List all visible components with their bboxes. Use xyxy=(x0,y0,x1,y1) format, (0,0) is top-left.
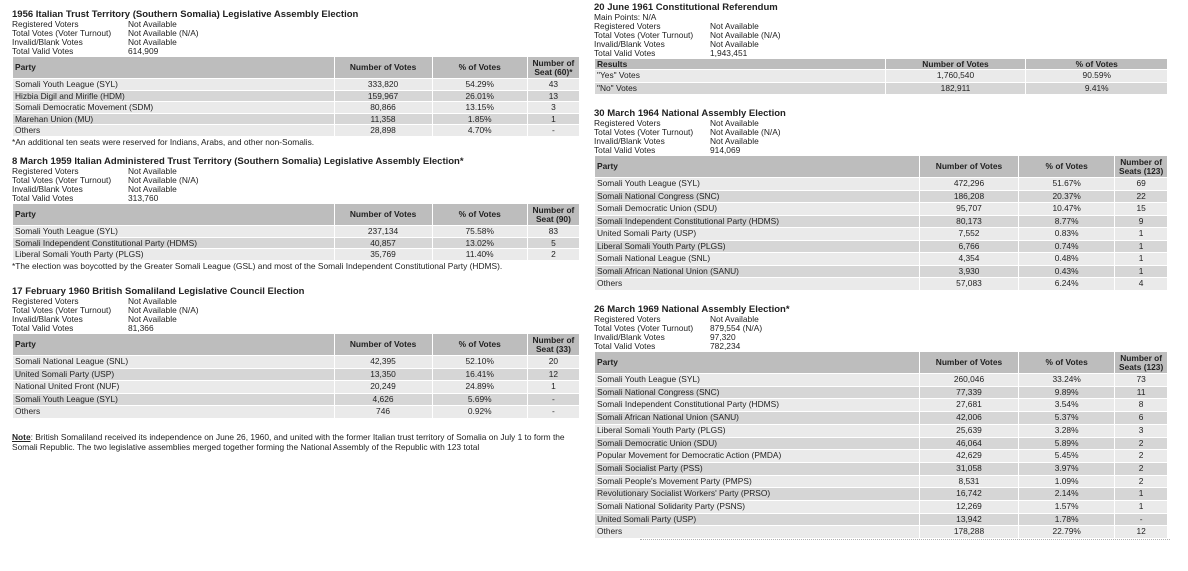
table-cell: 159,967 xyxy=(334,90,432,102)
column-header: Number of Votes xyxy=(919,156,1018,178)
table-cell: Others xyxy=(595,278,920,291)
note-label: Note xyxy=(12,432,31,442)
column-header: % of Votes xyxy=(1019,352,1115,374)
table-cell: 1.85% xyxy=(432,113,527,125)
table-row xyxy=(595,82,1168,95)
results-table xyxy=(12,203,580,261)
table-cell: Somali Independent Constitutional Party (HDMS) xyxy=(595,215,920,228)
table-row xyxy=(13,237,580,249)
table-cell: 4 xyxy=(1115,278,1168,291)
table-cell: 42,629 xyxy=(919,450,1018,463)
table-cell: 27,681 xyxy=(919,399,1018,412)
table-cell: 25,639 xyxy=(919,424,1018,437)
results-table xyxy=(594,155,1168,291)
table-row xyxy=(595,412,1168,425)
table-cell: 182,911 xyxy=(885,82,1026,95)
table-row xyxy=(13,356,580,369)
table-cell: 8 xyxy=(1115,399,1168,412)
table-row xyxy=(13,249,580,261)
table-cell: National United Front (NUF) xyxy=(13,381,335,394)
table-cell: Somali People's Movement Party (PMPS) xyxy=(595,475,920,488)
election-1964 xyxy=(594,108,1168,291)
table-cell: Popular Movement for Democratic Action (PMDA) xyxy=(595,450,920,463)
table-cell: 1 xyxy=(527,113,579,125)
table-cell: 0.74% xyxy=(1019,240,1115,253)
table-cell: 3 xyxy=(1115,424,1168,437)
table-cell: Somali National Solidarity Party (PSNS) xyxy=(595,501,920,514)
election-title: 20 June 1961 Constitutional Referendum xyxy=(594,2,778,13)
table-row xyxy=(595,374,1168,387)
table-cell: Liberal Somali Youth Party (PLGS) xyxy=(595,240,920,253)
table-row xyxy=(595,70,1168,83)
voter-info: Main Points: N/A Registered Voters Not Available Total Votes (Voter Turnout) Not Available (N/A) Invalid/Blank Votes Not Available Total Valid Votes 1,943,451 xyxy=(594,13,1168,58)
table-cell: 35,769 xyxy=(334,249,432,261)
table-row xyxy=(595,386,1168,399)
column-header: % of Votes xyxy=(1026,59,1168,70)
column-header: % of Votes xyxy=(432,334,527,356)
table-cell: 11.40% xyxy=(432,249,527,261)
table-cell: 1.57% xyxy=(1019,501,1115,514)
table-cell: 4,626 xyxy=(334,393,432,406)
table-cell: 6.24% xyxy=(1019,278,1115,291)
table-cell: 2 xyxy=(1115,437,1168,450)
table-cell: 1 xyxy=(1115,253,1168,266)
voter-info: Registered Voters Not Available Total Votes (Voter Turnout) Not Available (N/A) Invalid/Blank Votes Not Available Total Valid Votes 313,760 xyxy=(12,166,199,203)
table-row xyxy=(595,488,1168,501)
table-cell: 1.78% xyxy=(1019,513,1115,526)
table-cell: 0.92% xyxy=(432,406,527,419)
table-cell: 83 xyxy=(527,226,579,238)
table-row xyxy=(13,393,580,406)
column-header: Number of Seats (123) xyxy=(1115,352,1168,374)
table-cell: Others xyxy=(13,125,335,137)
table-cell: 1 xyxy=(1115,488,1168,501)
table-row xyxy=(595,424,1168,437)
table-cell: 6 xyxy=(1115,412,1168,425)
table-cell: 1 xyxy=(1115,265,1168,278)
table-cell: Marehan Union (MU) xyxy=(13,113,335,125)
table-cell: 28,898 xyxy=(334,125,432,137)
table-row xyxy=(595,526,1168,539)
table-cell: 80,866 xyxy=(334,102,432,114)
table-row xyxy=(595,215,1168,228)
table-cell: 9 xyxy=(1115,215,1168,228)
election-title: 26 March 1969 National Assembly Election* xyxy=(594,304,790,315)
column-header: Number of Seat (90) xyxy=(527,204,579,226)
table-cell: 20,249 xyxy=(334,381,432,394)
column-header: Number of Seat (60)* xyxy=(527,57,579,79)
results-table xyxy=(12,56,580,137)
table-cell: Liberal Somali Youth Party (PLGS) xyxy=(595,424,920,437)
table-cell: - xyxy=(527,125,579,137)
table-cell: 2 xyxy=(527,249,579,261)
table-cell: Others xyxy=(595,526,920,539)
table-cell: 11 xyxy=(1115,386,1168,399)
table-cell: 8.77% xyxy=(1019,215,1115,228)
table-cell: 10.47% xyxy=(1019,203,1115,216)
table-row xyxy=(13,79,580,91)
table-cell: 80,173 xyxy=(919,215,1018,228)
table-cell: 4,354 xyxy=(919,253,1018,266)
table-cell: 1.09% xyxy=(1019,475,1115,488)
table-cell: 2.14% xyxy=(1019,488,1115,501)
table-cell: 13,942 xyxy=(919,513,1018,526)
table-row xyxy=(595,450,1168,463)
table-cell: Liberal Somali Youth Party (PLGS) xyxy=(13,249,335,261)
table-cell: Somali Youth League (SYL) xyxy=(595,374,920,387)
table-cell: 24.89% xyxy=(432,381,527,394)
table-cell: 3.54% xyxy=(1019,399,1115,412)
table-cell: 5.69% xyxy=(432,393,527,406)
table-cell: 43 xyxy=(527,79,579,91)
table-cell: Somali Youth League (SYL) xyxy=(595,178,920,191)
table-row xyxy=(595,240,1168,253)
table-cell: 46,064 xyxy=(919,437,1018,450)
table-cell: 16.41% xyxy=(432,368,527,381)
table-cell: 13 xyxy=(527,90,579,102)
table-row xyxy=(13,368,580,381)
table-cell: 42,006 xyxy=(919,412,1018,425)
table-row xyxy=(595,203,1168,216)
referendum-1961 xyxy=(594,2,1168,95)
table-cell: 178,288 xyxy=(919,526,1018,539)
table-cell: 51.67% xyxy=(1019,178,1115,191)
table-cell: 472,296 xyxy=(919,178,1018,191)
table-cell: 12,269 xyxy=(919,501,1018,514)
column-header: % of Votes xyxy=(432,57,527,79)
note-text: : British Somaliland received its independence on June 26, 1960, and united with the former Italian trust territory of Somalia on July 1 to form the Somali Republic. The two legislative assemblies merged together forming the National Assembly of the Republic with 123 total xyxy=(12,432,565,452)
table-cell: Somali Socialist Party (PSS) xyxy=(595,462,920,475)
table-cell: 77,339 xyxy=(919,386,1018,399)
column-header: Results xyxy=(595,59,886,70)
table-cell: 13,350 xyxy=(334,368,432,381)
table-cell: 9.41% xyxy=(1026,82,1168,95)
table-cell: 54.29% xyxy=(432,79,527,91)
table-cell: Somali Youth League (SYL) xyxy=(13,79,335,91)
table-row xyxy=(13,113,580,125)
column-header: Party xyxy=(13,57,335,79)
table-cell: 69 xyxy=(1115,178,1168,191)
election-1960 xyxy=(12,286,580,419)
table-cell: Somali African National Union (SANU) xyxy=(595,265,920,278)
election-1959 xyxy=(12,156,580,271)
column-header: Party xyxy=(595,156,920,178)
table-row xyxy=(595,475,1168,488)
table-cell: United Somali Party (USP) xyxy=(13,368,335,381)
column-header: Party xyxy=(13,334,335,356)
divider xyxy=(640,539,1170,544)
table-row xyxy=(595,513,1168,526)
table-cell: 3.97% xyxy=(1019,462,1115,475)
table-cell: United Somali Party (USP) xyxy=(595,513,920,526)
table-row xyxy=(595,501,1168,514)
table-row xyxy=(595,253,1168,266)
table-row xyxy=(595,228,1168,241)
table-cell: 31,058 xyxy=(919,462,1018,475)
column-header: Number of Votes xyxy=(885,59,1026,70)
table-cell: 11,358 xyxy=(334,113,432,125)
election-1969 xyxy=(594,304,1168,539)
table-row xyxy=(13,90,580,102)
table-cell: Somali Independent Constitutional Party (HDMS) xyxy=(13,237,335,249)
table-cell: 746 xyxy=(334,406,432,419)
table-cell: Somali Democratic Movement (SDM) xyxy=(13,102,335,114)
table-cell: 22.79% xyxy=(1019,526,1115,539)
table-cell: 40,857 xyxy=(334,237,432,249)
table-cell: United Somali Party (USP) xyxy=(595,228,920,241)
table-cell: Somali National League (SNL) xyxy=(595,253,920,266)
results-table xyxy=(594,351,1168,539)
table-cell: 12 xyxy=(1115,526,1168,539)
column-header: Number of Seat (33) xyxy=(527,334,579,356)
table-cell: 0.43% xyxy=(1019,265,1115,278)
table-cell: 3,930 xyxy=(919,265,1018,278)
table-cell: - xyxy=(527,406,579,419)
column-header: Number of Votes xyxy=(919,352,1018,374)
table-cell: 1 xyxy=(1115,240,1168,253)
results-table xyxy=(12,333,580,419)
table-cell: 1,760,540 xyxy=(885,70,1026,83)
column-header: % of Votes xyxy=(1019,156,1115,178)
table-row xyxy=(13,226,580,238)
table-cell: 42,395 xyxy=(334,356,432,369)
election-title: 8 March 1959 Italian Administered Trust Territory (Southern Somalia) Legislative Assembly Election* xyxy=(12,156,464,167)
table-cell: - xyxy=(1115,513,1168,526)
table-cell: 12 xyxy=(527,368,579,381)
table-cell: 3.28% xyxy=(1019,424,1115,437)
table-row xyxy=(595,190,1168,203)
table-cell: 5.89% xyxy=(1019,437,1115,450)
table-cell: Somali African National Union (SANU) xyxy=(595,412,920,425)
table-cell: 3 xyxy=(527,102,579,114)
table-cell: Somali Democratic Union (SDU) xyxy=(595,437,920,450)
table-cell: "Yes" Votes xyxy=(595,70,886,83)
results-table xyxy=(594,58,1168,95)
voter-info: Registered Voters Not Available Total Votes (Voter Turnout) Not Available (N/A) Invalid/Blank Votes Not Available Total Valid Votes 614,909 xyxy=(12,19,199,56)
table-cell: Somali Independent Constitutional Party (HDMS) xyxy=(595,399,920,412)
table-cell: 8,531 xyxy=(919,475,1018,488)
table-cell: 260,046 xyxy=(919,374,1018,387)
table-cell: 73 xyxy=(1115,374,1168,387)
table-row xyxy=(595,265,1168,278)
column-header: % of Votes xyxy=(432,204,527,226)
table-cell: 16,742 xyxy=(919,488,1018,501)
table-cell: Somali Democratic Union (SDU) xyxy=(595,203,920,216)
table-cell: 75.58% xyxy=(432,226,527,238)
table-row xyxy=(13,406,580,419)
table-cell: 5 xyxy=(527,237,579,249)
footnote: *An additional ten seats were reserved for Indians, Arabs, and other non-Somalis. xyxy=(12,136,315,147)
column-header: Party xyxy=(595,352,920,374)
table-row xyxy=(595,399,1168,412)
table-cell: 9.89% xyxy=(1019,386,1115,399)
table-cell: 333,820 xyxy=(334,79,432,91)
main-points: Main Points: N/A xyxy=(594,12,657,22)
table-cell: 4.70% xyxy=(432,125,527,137)
table-cell: 6,766 xyxy=(919,240,1018,253)
independence-note xyxy=(12,432,580,452)
table-row xyxy=(13,381,580,394)
table-cell: 2 xyxy=(1115,450,1168,463)
table-row xyxy=(13,102,580,114)
table-cell: 26.01% xyxy=(432,90,527,102)
voter-info: Registered Voters Not Available Total Votes (Voter Turnout) 879,554 (N/A) Invalid/Blank Votes 97,320 Total Valid Votes 782,234 xyxy=(594,314,763,351)
table-cell: 13.15% xyxy=(432,102,527,114)
table-cell: 13.02% xyxy=(432,237,527,249)
table-cell: "No" Votes xyxy=(595,82,886,95)
table-cell: Somali National Congress (SNC) xyxy=(595,386,920,399)
table-cell: 237,134 xyxy=(334,226,432,238)
table-cell: 186,208 xyxy=(919,190,1018,203)
table-cell: Somali National Congress (SNC) xyxy=(595,190,920,203)
table-cell: Somali Youth League (SYL) xyxy=(13,393,335,406)
table-cell: Hizbia Digil and Mirifle (HDM) xyxy=(13,90,335,102)
table-cell: 0.83% xyxy=(1019,228,1115,241)
table-row xyxy=(595,278,1168,291)
table-cell: 22 xyxy=(1115,190,1168,203)
table-cell: Somali Youth League (SYL) xyxy=(13,226,335,238)
footnote: *The election was boycotted by the Greater Somali League (GSL) and most of the Somali Independent Constitutional Party (HDMS). xyxy=(12,260,503,271)
column-header: Party xyxy=(13,204,335,226)
table-row xyxy=(13,125,580,137)
table-cell: 2 xyxy=(1115,475,1168,488)
table-cell: 95,707 xyxy=(919,203,1018,216)
table-row xyxy=(595,178,1168,191)
table-cell: 15 xyxy=(1115,203,1168,216)
column-header: Number of Votes xyxy=(334,204,432,226)
table-cell: 33.24% xyxy=(1019,374,1115,387)
table-cell: Revolutionary Socialist Workers' Party (PRSO) xyxy=(595,488,920,501)
table-cell: 0.48% xyxy=(1019,253,1115,266)
election-title: 1956 Italian Trust Territory (Southern Somalia) Legislative Assembly Election xyxy=(12,9,359,20)
table-cell: 20.37% xyxy=(1019,190,1115,203)
column-header: Number of Votes xyxy=(334,334,432,356)
column-header: Number of Seats (123) xyxy=(1115,156,1168,178)
table-cell: 5.45% xyxy=(1019,450,1115,463)
table-row xyxy=(595,437,1168,450)
column-header: Number of Votes xyxy=(334,57,432,79)
voter-info: Registered Voters Not Available Total Votes (Voter Turnout) Not Available (N/A) Invalid/Blank Votes Not Available Total Valid Votes 81,366 xyxy=(12,296,199,333)
table-cell: 7,552 xyxy=(919,228,1018,241)
election-1956 xyxy=(12,9,580,147)
table-cell: 20 xyxy=(527,356,579,369)
table-cell: - xyxy=(527,393,579,406)
voter-info: Registered Voters Not Available Total Votes (Voter Turnout) Not Available (N/A) Invalid/Blank Votes Not Available Total Valid Votes 914,069 xyxy=(594,118,781,155)
table-cell: 2 xyxy=(1115,462,1168,475)
election-title: 17 February 1960 British Somaliland Legislative Council Election xyxy=(12,286,305,297)
table-cell: 90.59% xyxy=(1026,70,1168,83)
table-cell: 52.10% xyxy=(432,356,527,369)
table-cell: 1 xyxy=(1115,228,1168,241)
election-title: 30 March 1964 National Assembly Election xyxy=(594,108,786,119)
table-cell: 1 xyxy=(1115,501,1168,514)
table-cell: Somali National League (SNL) xyxy=(13,356,335,369)
table-row xyxy=(595,462,1168,475)
table-cell: 1 xyxy=(527,381,579,394)
table-cell: 57,083 xyxy=(919,278,1018,291)
table-cell: Others xyxy=(13,406,335,419)
table-cell: 5.37% xyxy=(1019,412,1115,425)
